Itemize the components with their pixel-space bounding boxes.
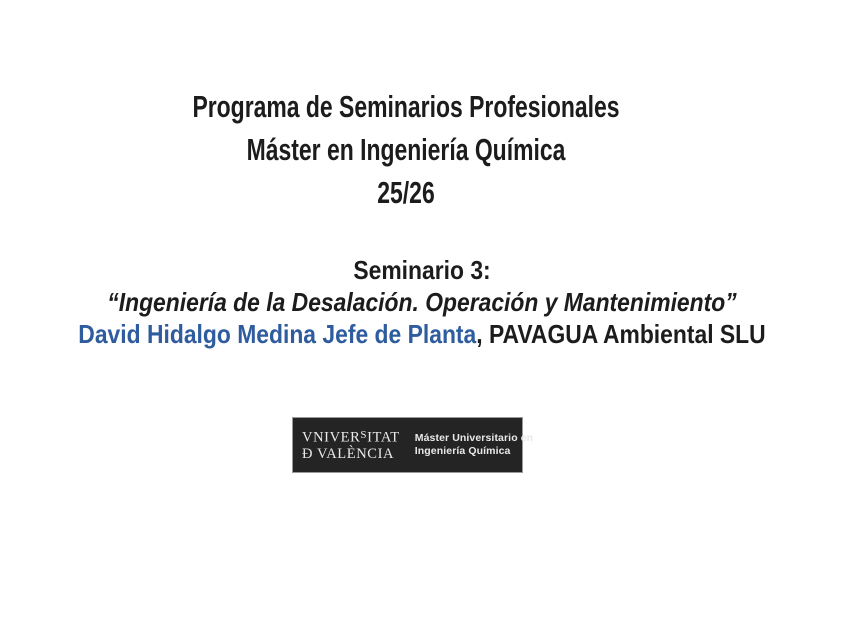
title-line-1: Programa de Seminarios Profesionales [192,89,620,124]
uv-logotype-line2: Đ VALÈNCIA [302,446,395,463]
program-line1: Máster Universitario en [414,431,534,444]
title-line-3: 25/26 [377,175,435,210]
speaker-name: David Hidalgo Medina Jefe de Planta [78,319,477,349]
seminar-block [51,254,794,350]
uv-logotype-line1-pre: VNIVER [302,429,361,446]
seminar-topic: “Ingeniería de la Desalación. Operación y Mantenimiento” [107,287,737,317]
speaker-line [51,318,794,350]
title-block [106,85,707,214]
uv-logotype-raised-s: S [360,429,368,442]
uv-logotype [302,427,400,463]
speaker-affiliation: , PAVAGUA Ambiental SLU [476,319,766,349]
seminar-heading: Seminario 3: [353,255,491,285]
logo-program-name [415,432,533,459]
uv-logotype-line1-post: ITAT [367,429,400,446]
uv-logotype-line1 [302,427,400,446]
program-line2: Ingeniería Química [414,445,511,457]
universitat-valencia-logo [292,417,534,473]
title-line-2: Máster en Ingeniería Química [246,132,566,167]
